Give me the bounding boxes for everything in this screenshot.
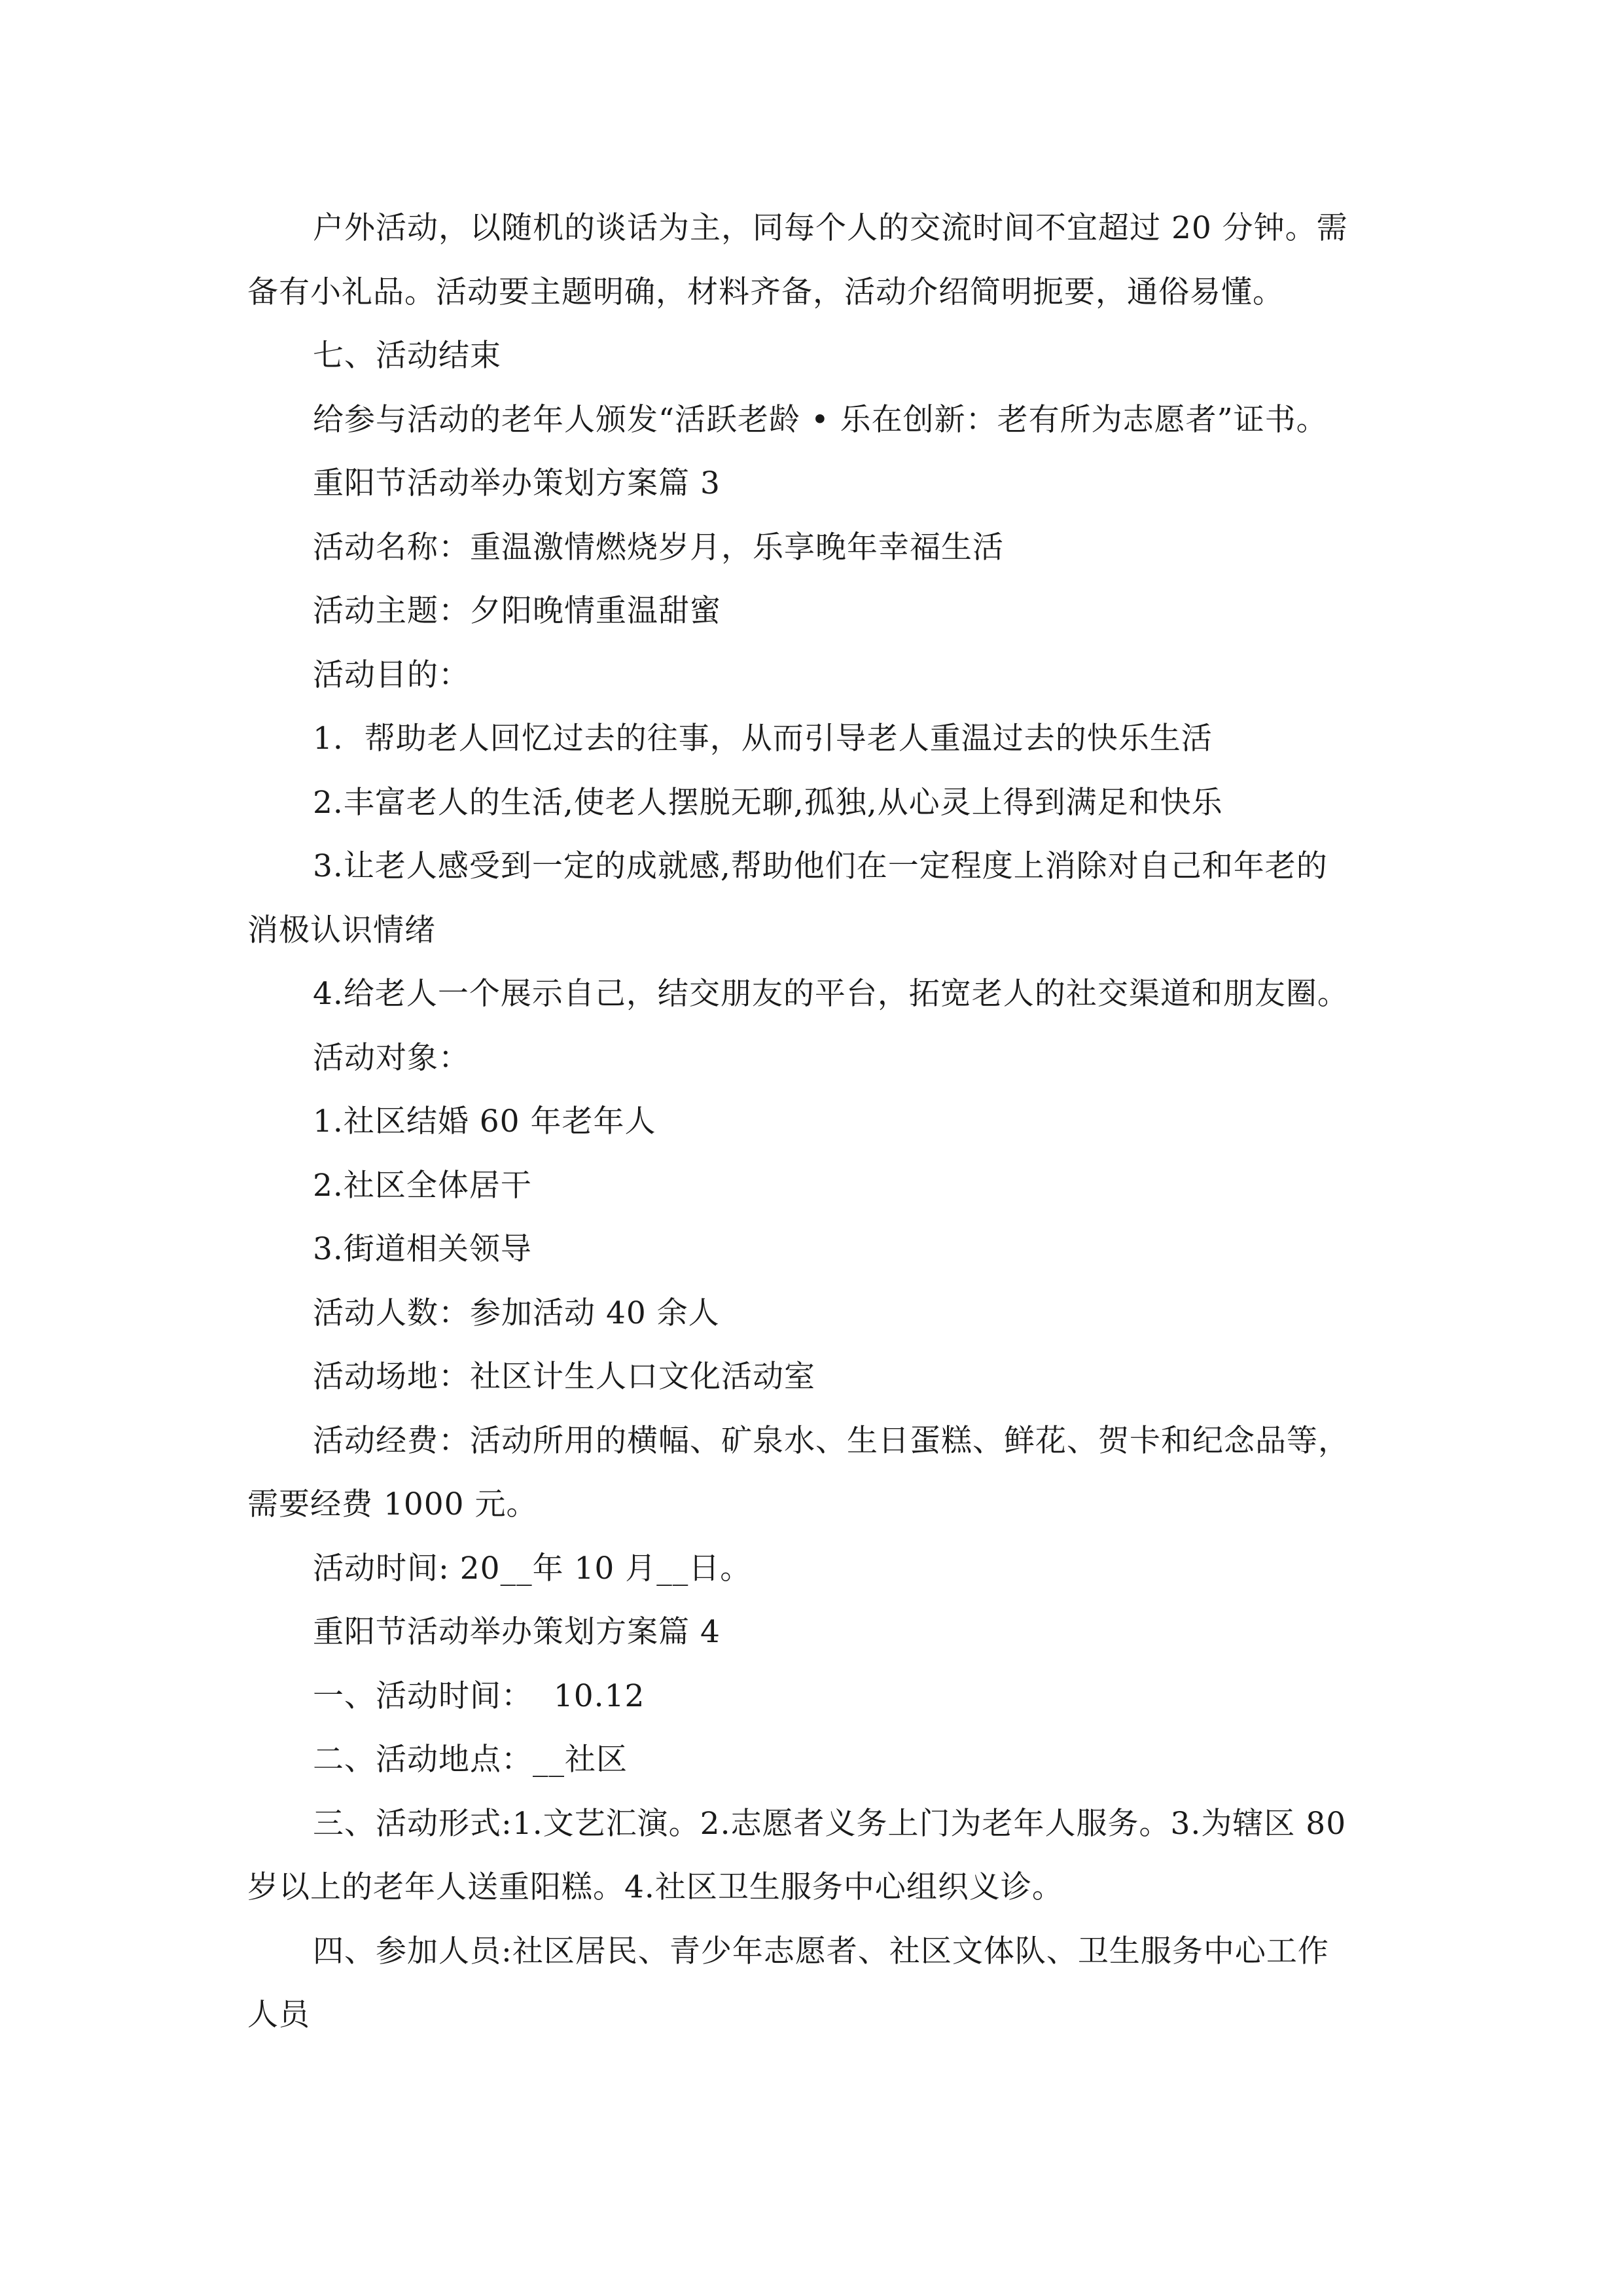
text-line: 户外活动，以随机的谈话为主，同每个人的交流时间不宜超过 20 分钟。需	[313, 210, 1348, 246]
list-item: 1. 帮助老人回忆过去的往事，从而引导老人重温过去的快乐生活	[313, 721, 1213, 757]
chapter-title: 重阳节活动举办策划方案篇 4	[313, 1614, 721, 1650]
text-line: 活动人数：参加活动 40 余人	[313, 1295, 720, 1331]
text-line-continuation: 需要经费 1000 元。	[247, 1486, 538, 1522]
list-item: 3.街道相关领导	[313, 1231, 532, 1267]
text-line: 一、活动时间： 10.12	[313, 1677, 645, 1714]
text-line: 三、活动形式:1.文艺汇演。2.志愿者义务上门为老年人服务。3.为辖区 80	[313, 1805, 1347, 1842]
text-line-continuation: 人员	[247, 1997, 310, 2033]
list-item: 1.社区结婚 60 年老年人	[313, 1103, 656, 1139]
chapter-title: 重阳节活动举办策划方案篇 3	[313, 465, 721, 501]
list-item: 2.社区全体居干	[313, 1167, 532, 1204]
list-item: 4.给老人一个展示自己，结交朋友的平台，拓宽老人的社交渠道和朋友圈。	[313, 976, 1349, 1012]
text-line: 四、参加人员:社区居民、青少年志愿者、社区文体队、卫生服务中心工作	[313, 1933, 1329, 1969]
section-heading: 活动目的：	[313, 656, 470, 693]
text-line: 活动名称：重温激情燃烧岁月，乐享晚年幸福生活	[313, 529, 1004, 565]
text-line: 活动主题：夕阳晚情重温甜蜜	[313, 593, 721, 629]
text-line-continuation: 岁以上的老年人送重阳糕。4.社区卫生服务中心组织义诊。	[247, 1869, 1063, 1905]
text-line: 活动场地：社区计生人口文化活动室	[313, 1359, 815, 1395]
text-line: 给参与活动的老年人颁发“活跃老龄 • 乐在创新：老有所为志愿者”证书。	[313, 401, 1328, 438]
list-item: 2.丰富老人的生活,使老人摆脱无聊,孤独,从心灵上得到满足和快乐	[313, 784, 1223, 821]
list-item: 3.让老人感受到一定的成就感,帮助他们在一定程度上消除对自己和年老的	[313, 848, 1328, 884]
section-heading: 七、活动结束	[313, 338, 501, 374]
text-line: 活动经费：活动所用的横幅、矿泉水、生日蛋糕、鲜花、贺卡和纪念品等，	[313, 1422, 1349, 1459]
text-line: 备有小礼品。活动要主题明确，材料齐备，活动介绍简明扼要，通俗易懂。	[247, 274, 1284, 310]
section-heading: 活动对象：	[313, 1039, 470, 1076]
list-item-continuation: 消极认识情绪	[247, 912, 436, 948]
text-line: 活动时间: 20__年 10 月__日。	[313, 1550, 752, 1587]
text-line: 二、活动地点：__社区	[313, 1742, 628, 1778]
document-body	[247, 196, 1380, 2047]
